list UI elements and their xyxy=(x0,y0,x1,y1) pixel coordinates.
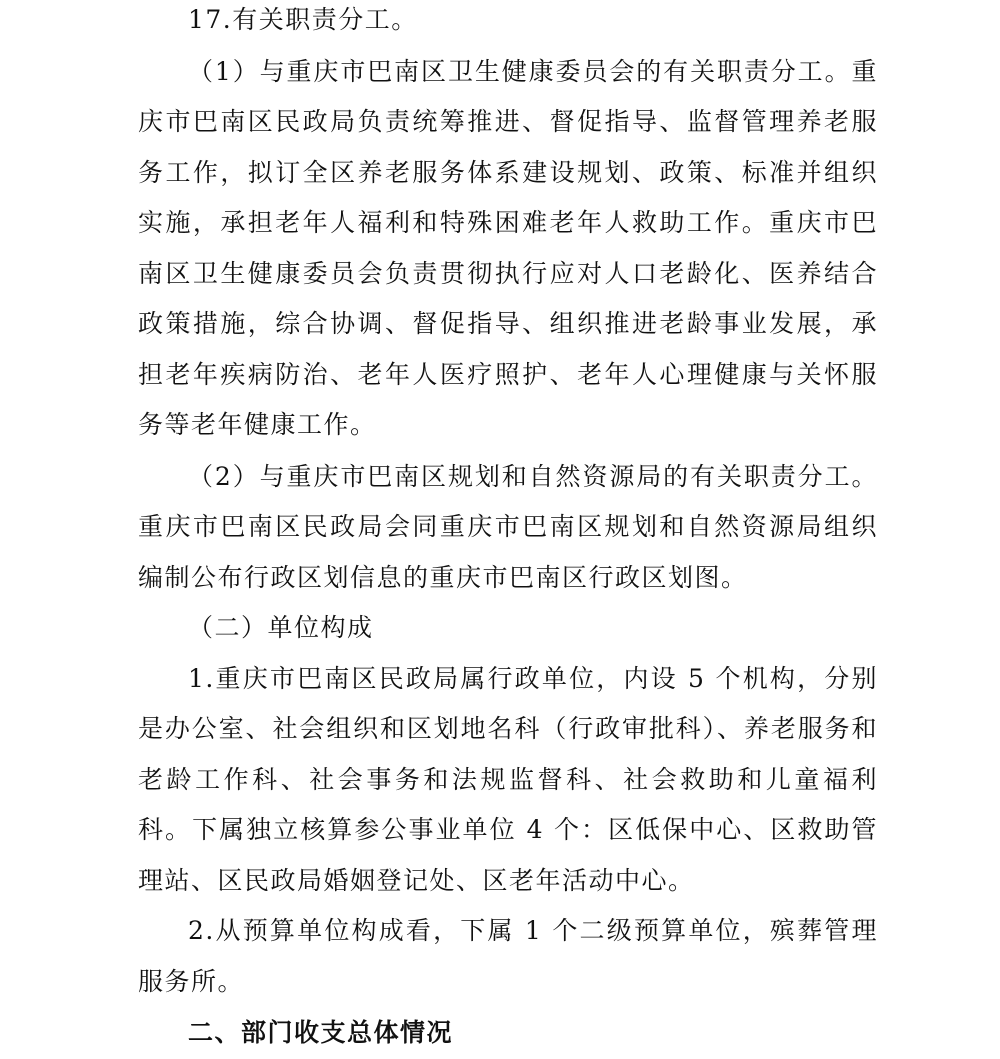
unit-composition-item-2: 2.从预算单位构成看，下属 1 个二级预算单位，殡葬管理服务所。 xyxy=(138,916,878,996)
section-2-heading: 二、部门收支总体情况 xyxy=(188,1018,454,1047)
item-17-subitem-2: （2）与重庆市巴南区规划和自然资源局的有关职责分工。重庆市巴南区民政局会同重庆市巴南区规划和自然资源局组织编制公布行政区划信息的重庆市巴南区行政区划图。 xyxy=(138,461,878,592)
item-17-subitem-1: （1）与重庆市巴南区卫生健康委员会的有关职责分工。重庆市巴南区民政局负责统筹推进、督促指导、监督管理养老服务工作，拟订全区养老服务体系建设规划、政策、标准并组织实施，承担老年人福利和特殊困难老年人救助工作。重庆市巴南区卫生健康委员会负责贯彻执行应对人口老龄化、医养结合政策措施，综合协调、督促指导、组织推进老龄事业发展，承担老年疾病防治、老年人医疗照护、老年人心理健康与关怀服务等老年健康工作。 xyxy=(138,56,878,439)
document-page xyxy=(138,0,878,1059)
item-17-title: 17.有关职责分工。 xyxy=(188,5,418,34)
unit-composition-item-1: 1.重庆市巴南区民政局属行政单位，内设 5 个机构，分别是办公室、社会组织和区划地名科（行政审批科）、养老服务和老龄工作科、社会事务和法规监督科、社会救助和儿童福利科。下属独立核算参公事业单位 4 个：区低保中心、区救助管理站、区民政局婚姻登记处、区老年活动中心。 xyxy=(138,663,878,895)
unit-composition-heading: （二）单位构成 xyxy=(188,613,374,642)
